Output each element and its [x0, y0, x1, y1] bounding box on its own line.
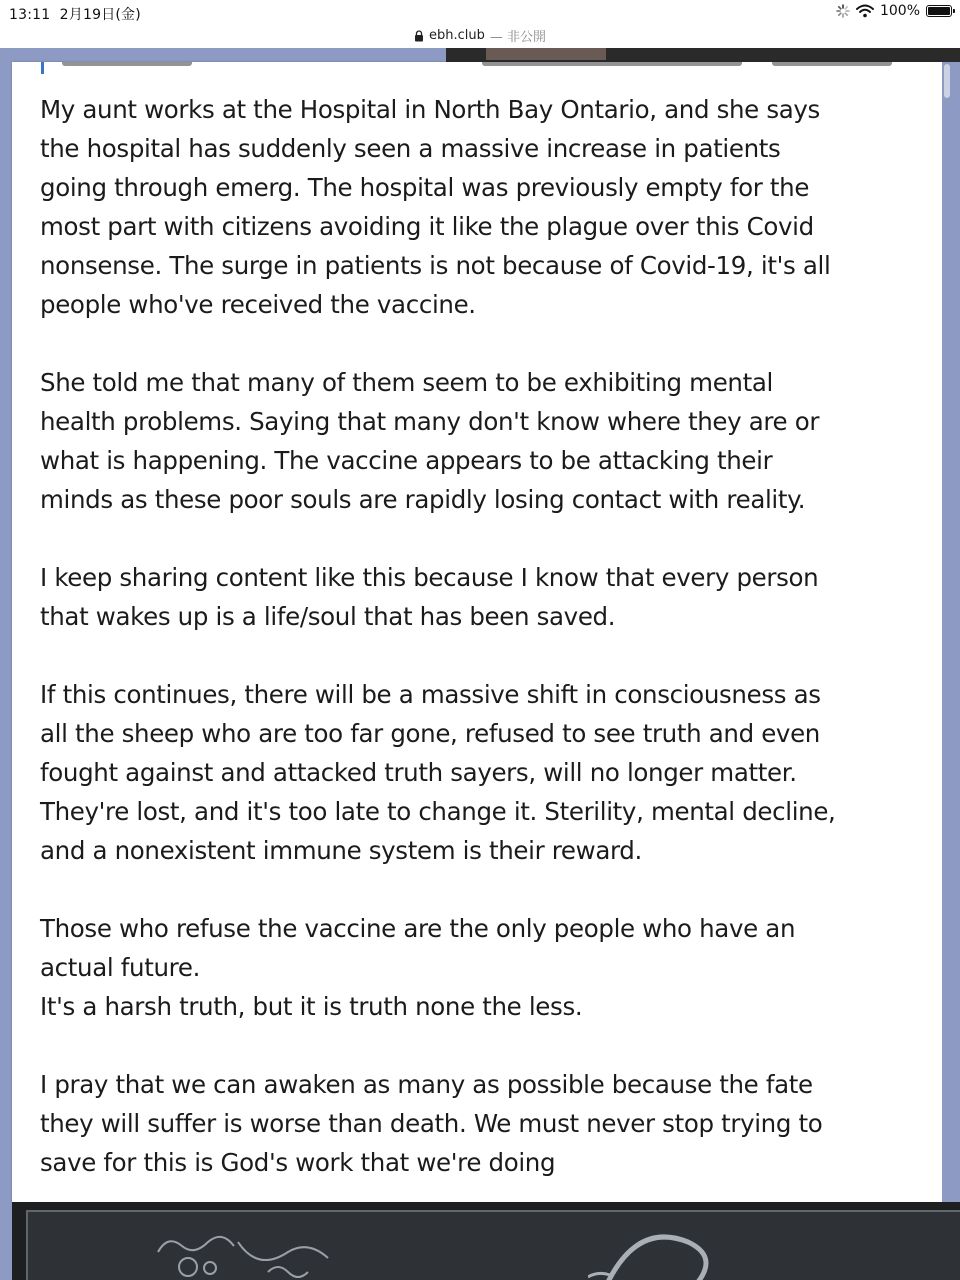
post-body	[40, 90, 920, 1202]
status-bar	[0, 0, 960, 26]
battery-icon	[926, 5, 952, 17]
post-paragraph: I pray that we can awaken as many as possible because the fate they will suffer is worse than death. We must never stop trying to save for this is God's work that we're doing	[40, 1070, 823, 1177]
address-display[interactable]	[414, 26, 546, 45]
battery-fill	[928, 7, 950, 15]
cut-text-fragment	[772, 62, 892, 66]
status-time-date	[9, 4, 141, 24]
status-indicators	[836, 3, 952, 19]
post-paragraph: My aunt works at the Hospital in North Bay Ontario, and she says the hospital has suddenly seen a massive increase in patients going through emerg. The hospital was previously empty for the most part with citizens avoiding it like the plague over this Covid nonsense. The surge in patients is not because of Covid-19, it's all people who've received the vaccine.	[40, 95, 831, 319]
cut-text-fragment	[482, 62, 742, 66]
status-date: 2月19日(金)	[59, 7, 141, 23]
ornamental-letter-icon	[588, 1222, 738, 1280]
post-paragraph: If this continues, there will be a massive shift in consciousness as all the sheep who are too far gone, refused to see truth and even fought against and attacked truth sayers, will no longer matter. They're lost, and it's too late to change it. Sterility, mental decline, and a nonexistent immune system is their reward.	[40, 680, 836, 865]
status-time: 13:11	[9, 7, 51, 23]
quote-accent-bar	[41, 62, 44, 74]
post-paragraph: I keep sharing content like this because I know that every person that wakes up is a life/soul that has been saved.	[40, 563, 819, 631]
activity-icon	[836, 4, 850, 18]
address-private-label: — 非公開	[489, 30, 546, 45]
post-card	[12, 62, 942, 1202]
bottom-banner-image	[12, 1202, 960, 1280]
cut-off-previous-line	[12, 62, 942, 74]
scrollbar-thumb[interactable]	[944, 64, 950, 98]
banner-frame	[26, 1210, 960, 1280]
ornament-icon	[148, 1222, 348, 1280]
wifi-icon	[856, 4, 874, 18]
top-image-edge	[446, 48, 960, 62]
lock-icon	[414, 30, 424, 42]
post-paragraph: She told me that many of them seem to be exhibiting mental health problems. Saying that many don't know where they are or what is happening. The vaccine appears to be attacking their minds as these poor souls are rapidly losing contact with reality.	[40, 368, 820, 514]
battery-percent: 100%	[879, 3, 920, 19]
post-paragraph: Those who refuse the vaccine are the only people who have an actual future. It's a harsh truth, but it is truth none the less.	[40, 914, 796, 1021]
address-domain: ebh.club	[428, 28, 485, 43]
address-bar[interactable]	[0, 26, 960, 48]
scrollbar-track[interactable]	[942, 62, 960, 1202]
cut-text-fragment	[62, 62, 192, 66]
